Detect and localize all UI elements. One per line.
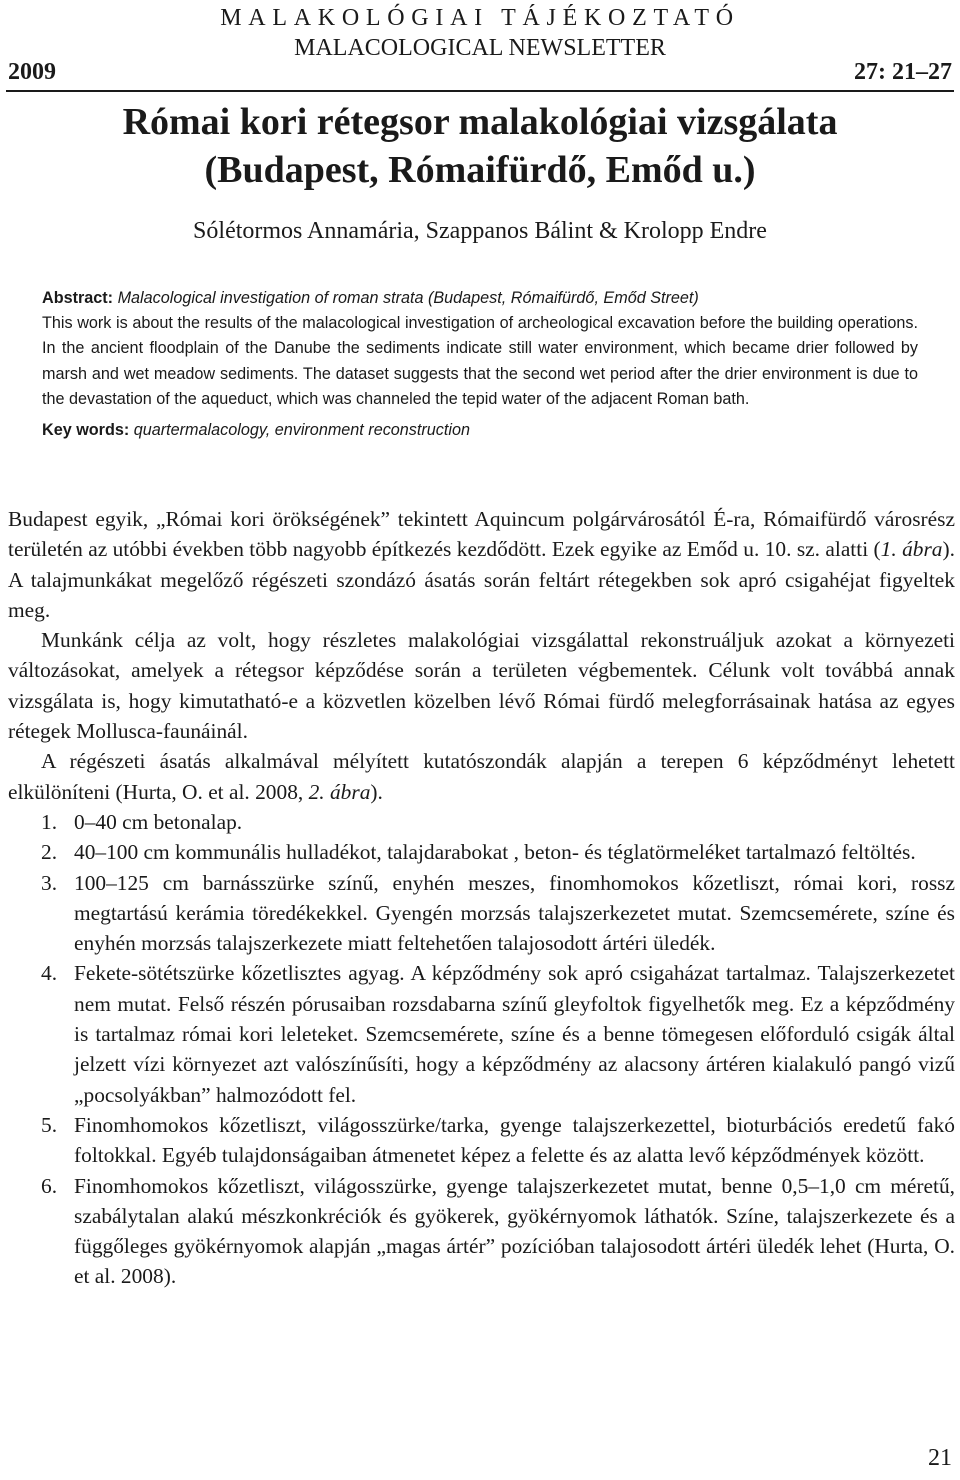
layer-description: 0–40 cm betonalap. xyxy=(74,809,243,834)
figure-2-reference: 2. ábra xyxy=(308,779,371,804)
page-number: 21 xyxy=(928,1445,952,1471)
abstract-text: This work is about the results of the malacological investigation of archeological excavation before the building operations. In the ancient floodplain of the Danube the sediments indicate still water environment, which became drier followed by marsh and wet meadow sediments. The dataset suggests that the second wet period after the drier environment is due to the devastation of the aqueduct, which was channeled the tepid water of the adjacent Roman bath. xyxy=(42,314,918,408)
figure-1-reference: 1. ábra xyxy=(880,537,943,562)
layer-number: 3. xyxy=(41,870,58,895)
journal-title-hungarian: MALAKOLÓGIAI TÁJÉKOZTATÓ xyxy=(220,5,740,31)
layer-item-2 xyxy=(8,837,955,867)
volume-pages: 27: 21–27 xyxy=(854,59,952,85)
article-authors: Sólétormos Annamária, Szappanos Bálint & Krolopp Endre xyxy=(193,218,767,244)
layer-item-3 xyxy=(8,868,955,959)
article-title xyxy=(0,98,960,194)
body-paragraph-3-text-a: A régészeti ásatás alkalmával mélyített kutatószondák alapján a terepen 6 képződményt lehetett elkülöníteni (Hurta, O. et al. 2008, xyxy=(8,749,955,804)
abstract-label: Abstract: xyxy=(42,289,114,307)
body-paragraph-3-text-b: ). xyxy=(370,779,383,804)
keywords-label: Key words: xyxy=(42,421,130,440)
abstract-section xyxy=(42,286,918,443)
header-divider xyxy=(6,90,954,92)
article-title-line-2: (Budapest, Rómaifürdő, Emőd u.) xyxy=(204,149,756,191)
layer-number: 5. xyxy=(41,1112,58,1137)
layer-item-1 xyxy=(8,807,955,837)
layer-description: Finomhomokos kőzetliszt, világosszürke, gyenge talajszerkezetet mutat, benne 0,5–1,0 cm méretű, szabálytalan alakú mészkonkréciók és gyökerek, gyökérnyomok láthatók. Színe, talajszerkezete és a függőleges gyökérnyomok alapján „magas ártér” pozícióban talajosodott ártéri üledék lehet (Hurta, O. et al. 2008). xyxy=(74,1173,955,1289)
layer-item-6 xyxy=(8,1171,955,1292)
layer-description: Finomhomokos kőzetliszt, világosszürke/tarka, gyenge talajszerkezettel, bioturbációs eredetű fakó foltokkal. Egyéb tulajdonságaiban átmenetet képez a felette és az alatta levő képződmények között. xyxy=(74,1112,955,1168)
keywords-text: quartermalacology, environment reconstruction xyxy=(133,421,470,440)
publication-year: 2009 xyxy=(8,59,56,85)
layer-number: 1. xyxy=(41,809,58,834)
body-paragraph-1 xyxy=(8,504,955,625)
layer-item-4 xyxy=(8,958,955,1109)
body-paragraph-2: Munkánk célja az volt, hogy részletes malakológiai vizsgálattal rekonstruáljuk azokat a környezeti változásokat, amelyek a rétegsor képződése során a területen végbementek. Célunk volt továbbá annak vizsgálata is, hogy kimutatható-e a közvetlen közelben lévő Római fürdő melegforrásainak hatása az egyes rétegek Mollusca-faunáinál. xyxy=(8,628,955,744)
article-title-line-1: Római kori rétegsor malakológiai vizsgálata xyxy=(122,101,838,143)
layer-description: 40–100 cm kommunális hulladékot, talajdarabokat , beton- és téglatörmeléket tartalmazó feltöltés. xyxy=(74,840,916,865)
body-paragraph-1-text-a: Budapest egyik, „Római kori örökségének” tekintett Aquincum polgárvárosától É-ra, Rómaifürdő városrész területén az utóbbi években több nagyobb építkezés kezdődött. Ezek egyike az Emőd u. 10. sz. alatti ( xyxy=(8,507,955,562)
layer-description: Fekete-sötétszürke kőzetlisztes agyag. A képződmény sok apró csigaházat tartalmaz. Talajszerkezetet nem mutat. Felső részén pórusaiban rozsdabarna színű gleyfoltok figyelhetők meg. Ez a képződmény is tartalmaz római kori leleteket. Szemcsemérete, színe és a benne tömegesen előforduló csigák által jelzett vízi környezet azt valószínűsíti, hogy a képződmény az alacsony ártéren kialakuló pangó vizű „pocsolyákban” halmozódott fel. xyxy=(74,961,955,1107)
journal-title-english: MALACOLOGICAL NEWSLETTER xyxy=(294,35,666,61)
layer-number: 6. xyxy=(41,1173,58,1198)
layer-list xyxy=(8,807,955,1292)
abstract-title-line xyxy=(42,286,918,311)
layer-number: 4. xyxy=(41,961,58,986)
layer-number: 2. xyxy=(41,840,58,865)
keywords-line xyxy=(42,418,918,443)
body-paragraph-1-text-b: ). A talajmunkákat megelőző régészeti szondázó ásatás során feltárt rétegekben sok apró csigahéjat figyeltek meg. xyxy=(8,537,955,622)
body-paragraph-3 xyxy=(8,746,955,807)
layer-item-5 xyxy=(8,1110,955,1171)
layer-description: 100–125 cm barnásszürke színű, enyhén meszes, finomhomokos kőzetliszt, római kori, rossz megtartású kerámia töredékekkel. Gyengén morzsás talajszerkezetet mutat. Szemcsemérete, színe és enyhén morzsás talajszerkezete miatt feltehetően talajosodott ártéri üledék. xyxy=(74,870,955,956)
article-body xyxy=(8,504,955,1292)
abstract-english-title: Malacological investigation of roman strata (Budapest, Rómaifürdő, Emőd Street) xyxy=(117,289,699,307)
